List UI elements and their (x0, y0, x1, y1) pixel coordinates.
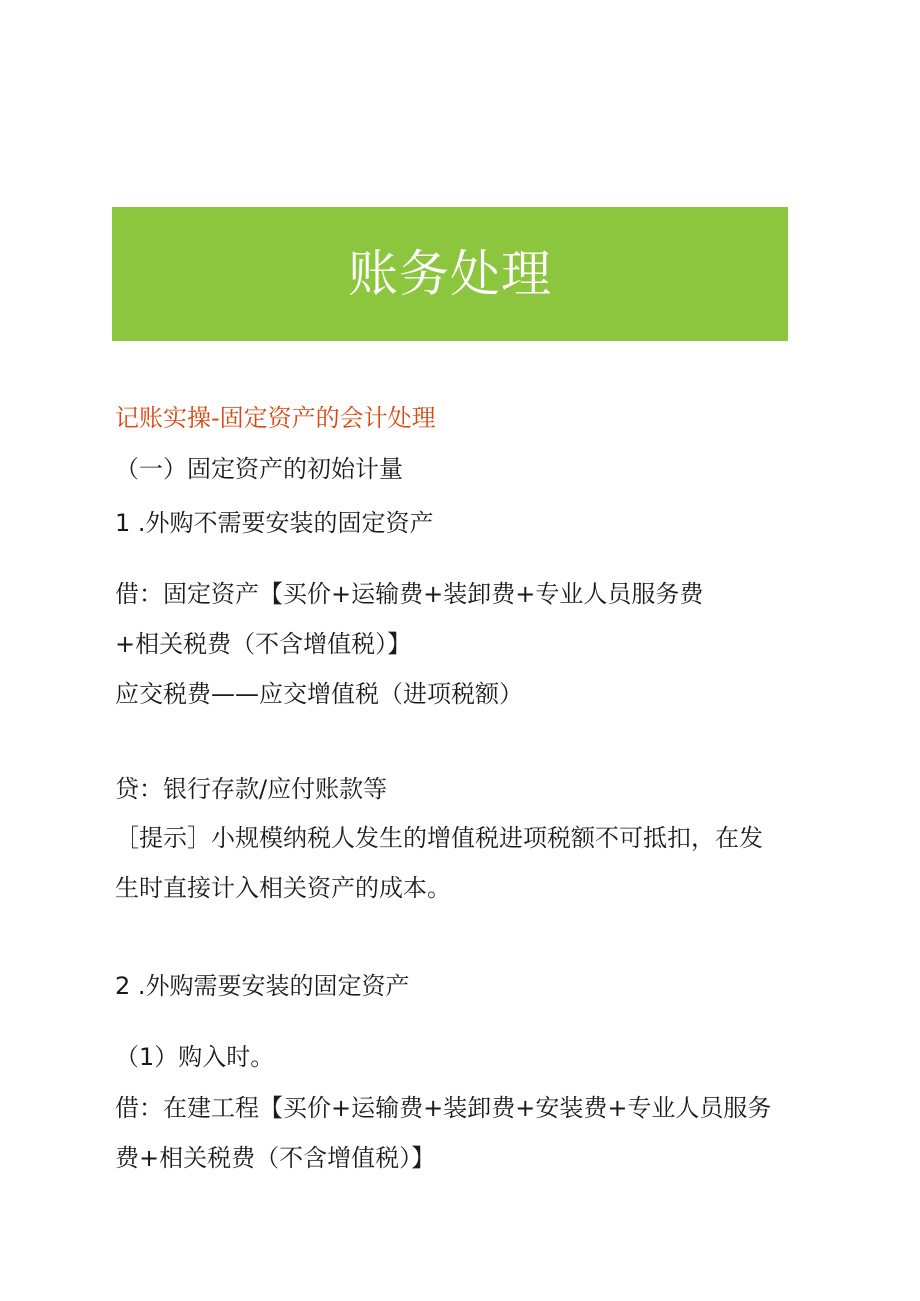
title-banner (112, 207, 788, 341)
item-1-debit-line-2: +相关税费（不含增值税）】 (115, 630, 412, 658)
item-2-sub-1: （1）购入时。 (115, 1043, 275, 1071)
banner-title: 账务处理 (348, 245, 552, 303)
item-1-debit-line-1: 借：固定资产【买价+运输费+装卸费+专业人员服务费 (115, 580, 704, 608)
item-2-debit-line-1: 借：在建工程【买价+运输费+装卸费+安装费+专业人员服务 (115, 1094, 772, 1122)
item-1-tip-line-1: ［提示］小规模纳税人发生的增值税进项税额不可抵扣，在发 (115, 824, 763, 852)
heading-initial-measurement: （一）固定资产的初始计量 (115, 455, 403, 483)
item-1-tax-line: 应交税费——应交增值税（进项税额） (115, 680, 523, 708)
item-2-title: 2 .外购需要安装的固定资产 (115, 972, 410, 1000)
item-2-debit-line-2: 费+相关税费（不含增值税）】 (115, 1144, 436, 1172)
item-1-title: 1 .外购不需要安装的固定资产 (115, 509, 434, 537)
item-1-credit-line: 贷：银行存款/应付账款等 (115, 775, 388, 803)
section-title: 记账实操-固定资产的会计处理 (115, 404, 436, 432)
item-1-tip-line-2: 生时直接计入相关资产的成本。 (115, 874, 451, 902)
